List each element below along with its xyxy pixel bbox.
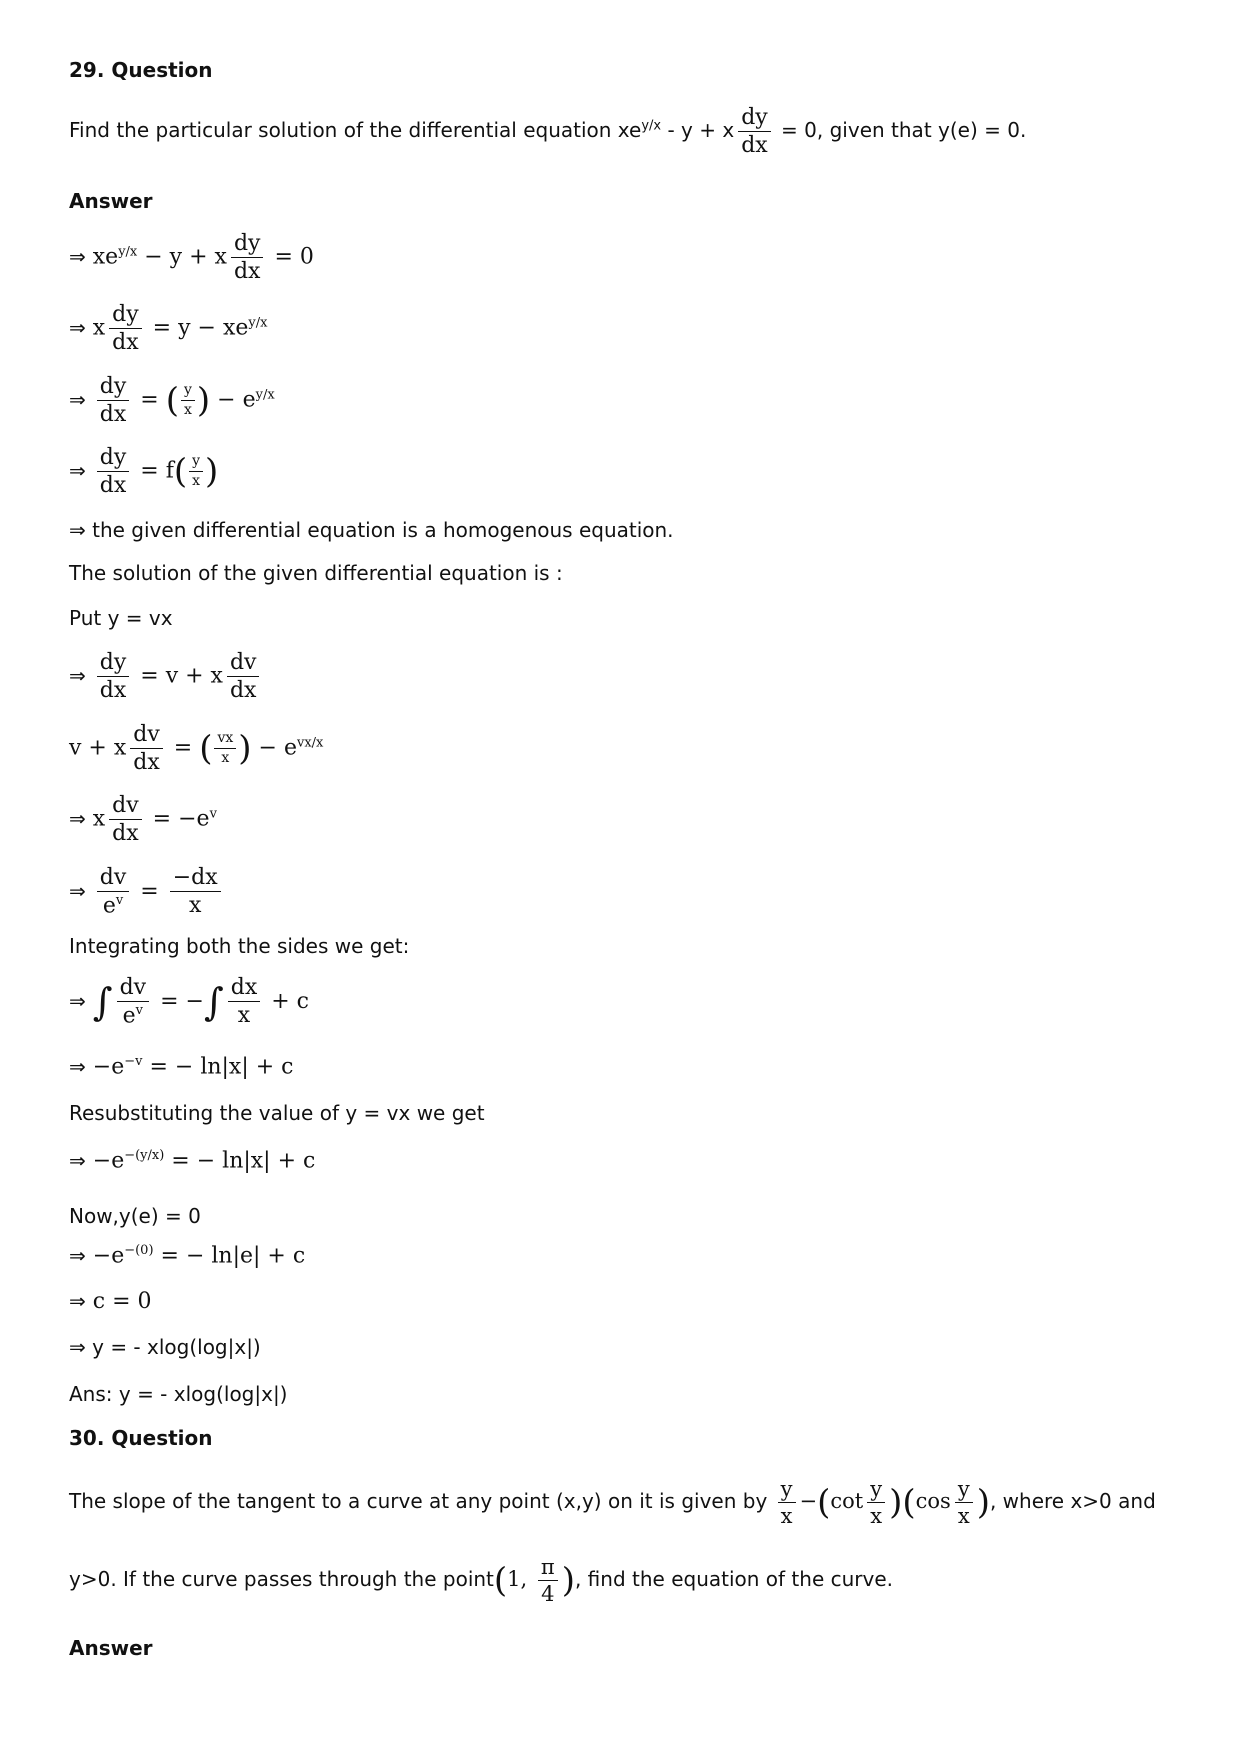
math-step-3: ⇒ $\frac{dy}{dx}$ = ( $\frac{y}{x}$ ) − $e^{y/x}$ [69, 374, 275, 428]
solution-intro: The solution of the given differential equation is : [69, 561, 563, 585]
math-step-2: ⇒ x $\frac{dy}{dx}$ = $y - xe^{y/x}$ [69, 302, 268, 356]
question-30-statement-line-1: The slope of the tangent to a curve at any point (x,y) on it is given by $\frac{y}{x}$ −(cot $\frac{y}{x}$ )(cos $\frac{y}{x}$ ), where x>0 and [69, 1477, 1156, 1529]
math-step-4: ⇒ $\frac{dy}{dx}$ = f( $\frac{y}{x}$ ) [69, 445, 219, 499]
math-step-11: ⇒ $-e^{-(y/x)}$ = − ln|x| + c [69, 1148, 316, 1174]
math-step-6: v + x $\frac{dv}{dx}$ = ( $\frac{vx}{x}$ ) − $e^{vx/x}$ [69, 722, 324, 776]
answer-label-30: Answer [69, 1636, 153, 1660]
math-step-7: ⇒ x $\frac{dv}{dx}$ = $-e^v$ [69, 793, 217, 847]
math-step-5: ⇒ $\frac{dy}{dx}$ = v + x $\frac{dv}{dx}$ [69, 651, 263, 702]
question-30-statement-line-2: y>0. If the curve passes through the point(1, $\frac{\pi}{4}$ ), find the equation of the curve. [69, 1555, 893, 1607]
answer-label-29: Answer [69, 189, 153, 213]
math-step-12: ⇒ $-e^{-(0)}$ = − ln|e| + c [69, 1243, 306, 1269]
math-step-9: ⇒ ∫ $\frac{dv}{e^v}$ = −∫ $\frac{dx}{x}$ + c [69, 975, 310, 1029]
math-step-13: ⇒ c = 0 [69, 1289, 152, 1314]
point-expression: (1, $\frac{\pi}{4}$ ) [493, 1555, 575, 1607]
homogeneous-note: ⇒ the given differential equation is a homogenous equation. [69, 518, 674, 542]
answer-line: Ans: y = - xlog(log|x|) [69, 1382, 288, 1406]
result-line: ⇒ y = - xlog(log|x|) [69, 1335, 261, 1359]
math-step-1: ⇒ $xe^{y/x} - y + x$ $\frac{dy}{dx}$ = 0 [69, 231, 314, 285]
dy-dx-fraction: $\frac{dy}{dx}$ [738, 106, 771, 157]
question-29-heading: 29. Question [69, 58, 213, 82]
question-30-heading: 30. Question [69, 1426, 213, 1450]
integrating-text: Integrating both the sides we get: [69, 934, 410, 958]
resubstituting-text: Resubstituting the value of y = vx we get [69, 1101, 485, 1125]
math-step-8: ⇒ $\frac{dv}{e^v}$ = $\frac{-dx}{x}$ [69, 866, 225, 918]
slope-expression: $\frac{y}{x}$ −(cot $\frac{y}{x}$ )(cos $\frac{y}{x}$ ) [774, 1489, 990, 1513]
condition-text: Now,y(e) = 0 [69, 1204, 201, 1228]
math-step-10: ⇒ $-e^{-v}$ = − ln|x| + c [69, 1054, 294, 1080]
question-29-statement: Find the particular solution of the differential equation $xe^{y/x} - y + x$ $\frac{dy}{dx}$ = 0, given that y(e) = 0. [69, 105, 1027, 159]
substitution-text: Put y = vx [69, 606, 173, 630]
